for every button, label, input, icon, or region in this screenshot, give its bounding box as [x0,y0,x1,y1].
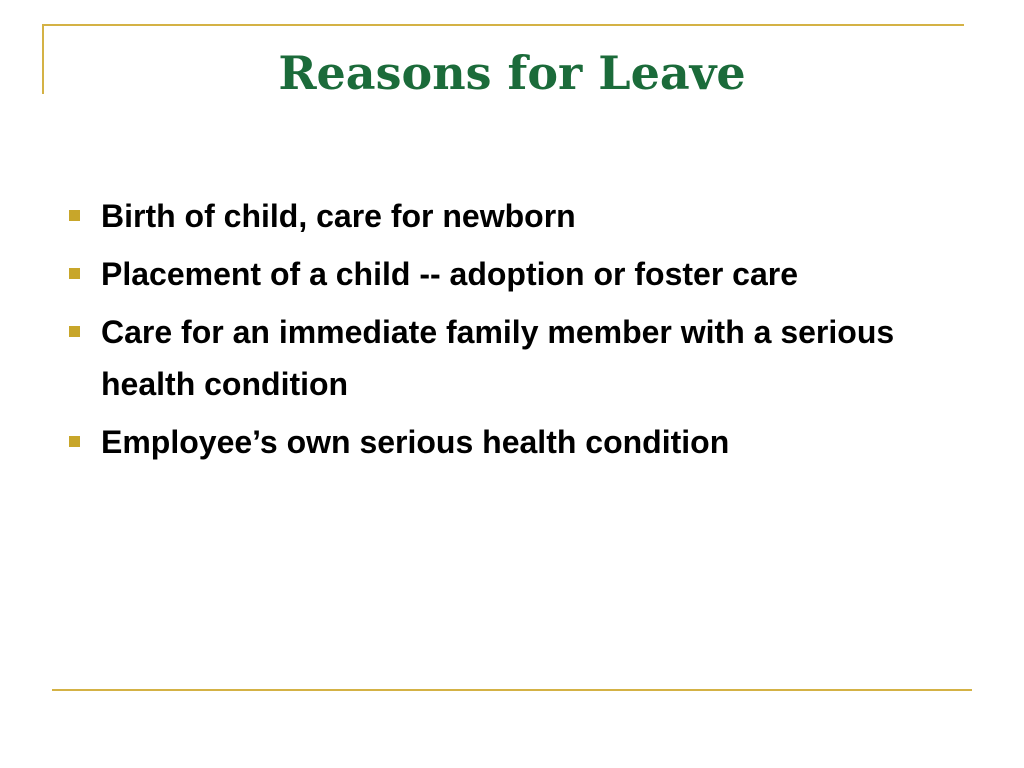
bottom-border-line [52,689,972,691]
bullet-item [62,248,982,300]
bullet-item [62,416,982,468]
bullet-text: Placement of a child -- adoption or foster care [101,256,799,292]
square-bullet-icon [69,326,80,337]
bullet-text: Birth of child, care for newborn [101,198,576,234]
bullet-item [62,190,982,242]
top-border-line [42,24,964,26]
square-bullet-icon [69,210,80,221]
bullet-item [62,306,982,410]
square-bullet-icon [69,436,80,447]
bullet-text: Employee’s own serious health condition [101,424,730,460]
square-bullet-icon [69,268,80,279]
bullet-text: Care for an immediate family member with a serious health condition [101,314,895,402]
slide-title: Reasons for Leave [278,46,746,100]
bullet-list [62,190,982,474]
